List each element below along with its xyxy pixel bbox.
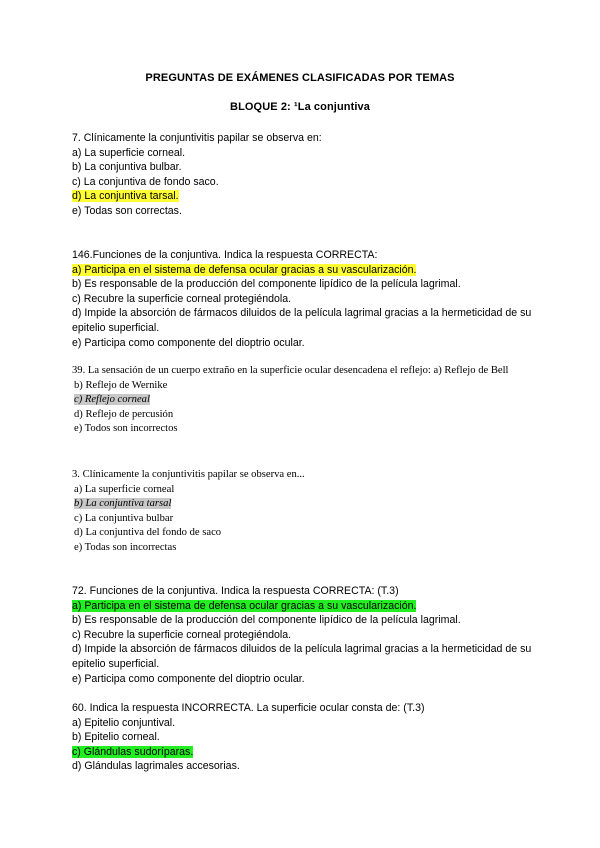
option-a: a) La superficie corneal	[74, 483, 175, 495]
question-stem: 3. Clínicamente la conjuntivitis papilar se observa en...	[72, 469, 305, 480]
question-stem: 72. Funciones de la conjuntiva. Indica la respuesta CORRECTA: (T.3)	[72, 585, 399, 597]
question-stem: 146.Funciones de la conjuntiva. Indica la respuesta CORRECTA:	[72, 249, 378, 261]
option-d-correct-highlight: d) La conjuntiva tarsal.	[72, 190, 179, 203]
option-b: b) Es responsable de la producción del componente lipídico de la película lagrimal.	[72, 278, 461, 291]
option-e: e) Participa como componente del dioptrio ocular.	[72, 336, 305, 349]
option-a-correct-highlight: a) Participa en el sistema de defensa ocular gracias a su vascularización.	[72, 599, 417, 612]
option-c: c) La conjuntiva bulbar	[74, 512, 174, 524]
question-39	[72, 364, 532, 437]
option-c-correct-highlight: c) Reflejo corneal	[74, 394, 150, 406]
option-b-correct-highlight: b) La conjuntiva tarsal	[74, 498, 172, 510]
question-stem: 60. Indica la respuesta INCORRECTA. La superficie ocular consta de: (T.3)	[72, 702, 425, 714]
option-c: c) Recubre la superficie corneal protegiéndola.	[72, 292, 292, 305]
option-c-correct-highlight: c) Glándulas sudoríparas.	[72, 745, 194, 758]
option-b: b) Es responsable de la producción del componente lipídico de la película lagrimal.	[72, 614, 461, 627]
option-a: a) La superficie corneal.	[72, 146, 186, 159]
question-stem: 7. Clínicamente la conjuntivitis papilar se observa en:	[72, 132, 322, 144]
document-title: PREGUNTAS DE EXÁMENES CLASIFICADAS POR TEMAS	[145, 72, 455, 84]
option-d: d) Glándulas lagrimales accesorias.	[72, 760, 240, 773]
option-b: b) Epitelio corneal.	[72, 731, 160, 744]
option-a: a) Epitelio conjuntival.	[72, 716, 176, 729]
block-subtitle: BLOQUE 2: ¹La conjuntiva	[230, 101, 370, 113]
question-3	[72, 468, 532, 556]
option-e: e) Participa como componente del dioptrio ocular.	[72, 672, 305, 685]
option-b: b) Reflejo de Wernike	[74, 379, 168, 391]
option-c: c) Recubre la superficie corneal protegiéndola.	[72, 628, 292, 641]
question-146	[72, 248, 532, 350]
question-7	[72, 131, 532, 219]
option-e: e) Todos son incorrectos	[74, 423, 178, 435]
option-b: b) La conjuntiva bulbar.	[72, 161, 182, 174]
option-d: d) La conjuntiva del fondo de saco	[74, 527, 222, 539]
question-60	[72, 701, 532, 774]
option-e: e) Todas son correctas.	[72, 204, 182, 217]
question-stem: 39. La sensación de un cuerpo extraño en la superficie ocular desencadena el reflejo: a) Reflejo de Bell	[72, 365, 509, 376]
option-d: d) Reflejo de percusión	[74, 408, 174, 420]
option-c: c) La conjuntiva de fondo saco.	[72, 175, 219, 188]
option-e: e) Todas son incorrectas	[74, 541, 177, 553]
question-72	[72, 584, 532, 686]
option-d: d) Impide la absorción de fármacos diluidos de la película lagrimal gracias a la hermeticidad de su epitelio superficial.	[72, 307, 532, 334]
option-d: d) Impide la absorción de fármacos diluidos de la película lagrimal gracias a la hermeticidad de su epitelio superficial.	[72, 643, 532, 670]
option-a-correct-highlight: a) Participa en el sistema de defensa ocular gracias a su vascularización.	[72, 263, 417, 276]
